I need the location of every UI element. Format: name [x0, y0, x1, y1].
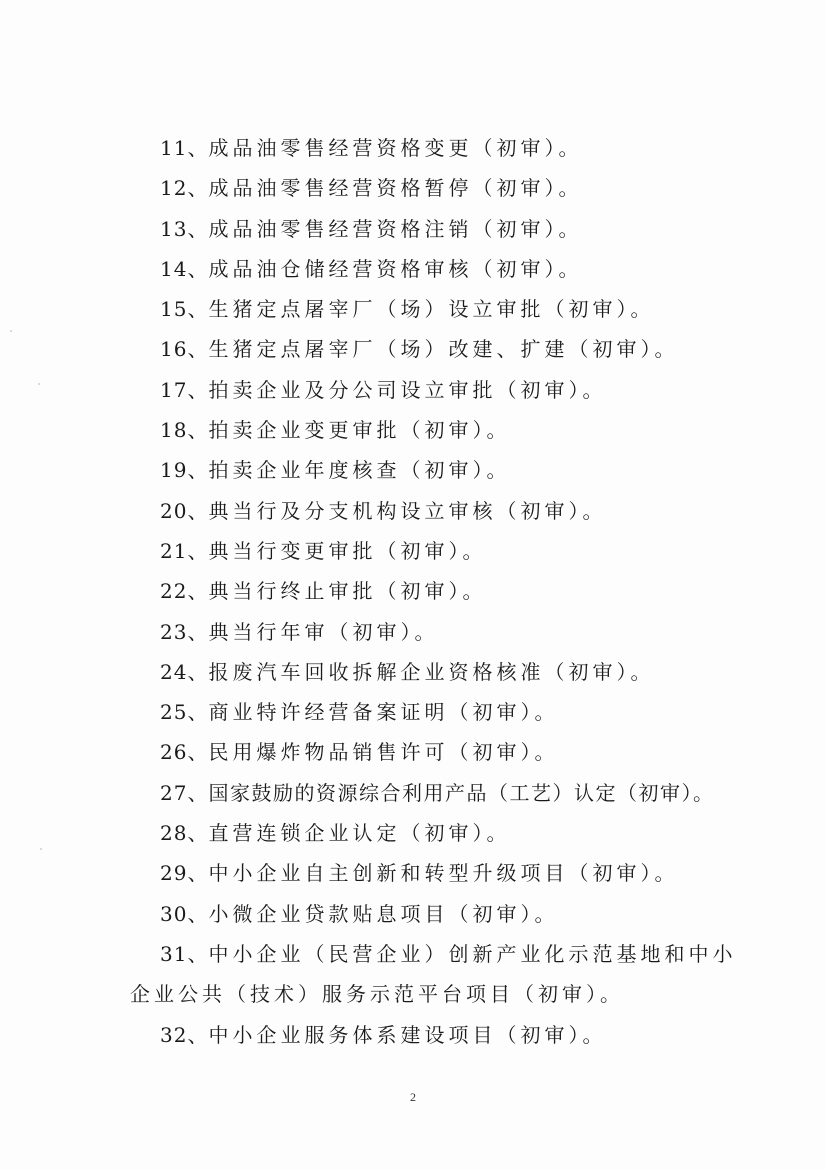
item-number: 28、 — [160, 821, 209, 846]
item-number: 22、 — [160, 579, 209, 604]
item-text: 直营连锁企业认定（初审）。 — [208, 821, 511, 846]
item-number: 25、 — [160, 700, 209, 725]
item-text-continued: 企业公共（技术）服务示范平台项目（初审）。 — [130, 982, 624, 1007]
item-text: 商业特许经营备案证明（初审）。 — [208, 700, 559, 725]
item-text: 生猪定点屠宰厂（场）设立审批（初审）。 — [208, 297, 655, 322]
item-text: 报废汽车回收拆解企业资格核准（初审）。 — [208, 659, 655, 684]
item-text: 民用爆炸物品销售许可（初审）。 — [208, 740, 559, 765]
item-text: 中小企业（民营企业）创新产业化示范基地和中小 — [208, 941, 737, 966]
list-item — [0, 289, 826, 329]
list-item — [0, 853, 826, 893]
item-text: 中小企业服务体系建设项目（初审）。 — [208, 1022, 607, 1047]
item-text: 拍卖企业年度核查（初审）。 — [208, 458, 511, 483]
item-text: 中小企业自主创新和转型升级项目（初审）。 — [208, 861, 679, 886]
list-item — [0, 934, 826, 1015]
list-item — [0, 571, 826, 611]
item-number: 11、 — [160, 136, 209, 160]
item-number: 20、 — [160, 498, 209, 523]
item-number: 15、 — [160, 297, 209, 322]
item-number: 24、 — [160, 659, 209, 684]
list-item — [0, 450, 826, 490]
list-item — [0, 732, 826, 772]
item-number: 30、 — [160, 901, 209, 926]
item-number: 14、 — [160, 256, 209, 281]
list-item — [0, 249, 826, 289]
item-text: 典当行终止审批（初审）。 — [208, 579, 487, 604]
item-number: 21、 — [160, 538, 209, 563]
list-item — [0, 652, 826, 692]
list-item — [0, 773, 826, 813]
scan-speck — [38, 383, 40, 385]
item-text: 拍卖企业及分公司设立审批（初审）。 — [208, 377, 607, 402]
list-item — [0, 329, 826, 369]
item-number: 27、 — [160, 780, 209, 805]
list-item — [0, 491, 826, 531]
list-item — [0, 128, 826, 168]
list-item — [0, 813, 826, 853]
item-line-1 — [160, 934, 826, 974]
list-item — [0, 612, 826, 652]
scan-speck — [10, 330, 12, 332]
list-item — [0, 531, 826, 571]
item-number: 18、 — [160, 418, 209, 443]
item-text: 成品油仓储经营资格审核（初审）。 — [208, 256, 583, 281]
item-number: 12、 — [160, 176, 209, 201]
list-item — [0, 894, 826, 934]
item-number: 16、 — [160, 337, 209, 362]
item-number: 23、 — [160, 619, 209, 644]
list-item — [0, 168, 826, 208]
item-text: 典当行变更审批（初审）。 — [208, 538, 487, 563]
list-item — [0, 410, 826, 450]
list-item — [0, 1015, 826, 1055]
page-number: 2 — [410, 1090, 416, 1104]
list-item — [0, 209, 826, 249]
list-item — [0, 692, 826, 732]
item-number: 29、 — [160, 861, 209, 886]
item-number: 13、 — [160, 216, 209, 241]
item-text: 典当行年审（初审）。 — [208, 619, 439, 644]
item-number: 17、 — [160, 377, 209, 402]
item-text: 国家鼓励的资源综合利用产品（工艺）认定（初审）。 — [208, 780, 715, 805]
item-text: 成品油零售经营资格变更（初审）。 — [208, 136, 583, 160]
scan-speck — [40, 848, 42, 850]
item-number: 26、 — [160, 740, 209, 765]
item-list — [0, 128, 826, 1055]
item-number: 19、 — [160, 458, 209, 483]
item-text: 小微企业贷款贴息项目（初审）。 — [208, 901, 559, 926]
item-text: 生猪定点屠宰厂（场）改建、扩建（初审）。 — [208, 337, 679, 362]
item-text: 成品油零售经营资格注销（初审）。 — [208, 216, 583, 241]
item-text: 成品油零售经营资格暂停（初审）。 — [208, 176, 583, 201]
list-item — [0, 370, 826, 410]
item-text: 典当行及分支机构设立审核（初审）。 — [208, 498, 607, 523]
item-number: 31、 — [160, 941, 209, 966]
item-number: 32、 — [160, 1022, 209, 1047]
item-text: 拍卖企业变更审批（初审）。 — [208, 418, 511, 443]
